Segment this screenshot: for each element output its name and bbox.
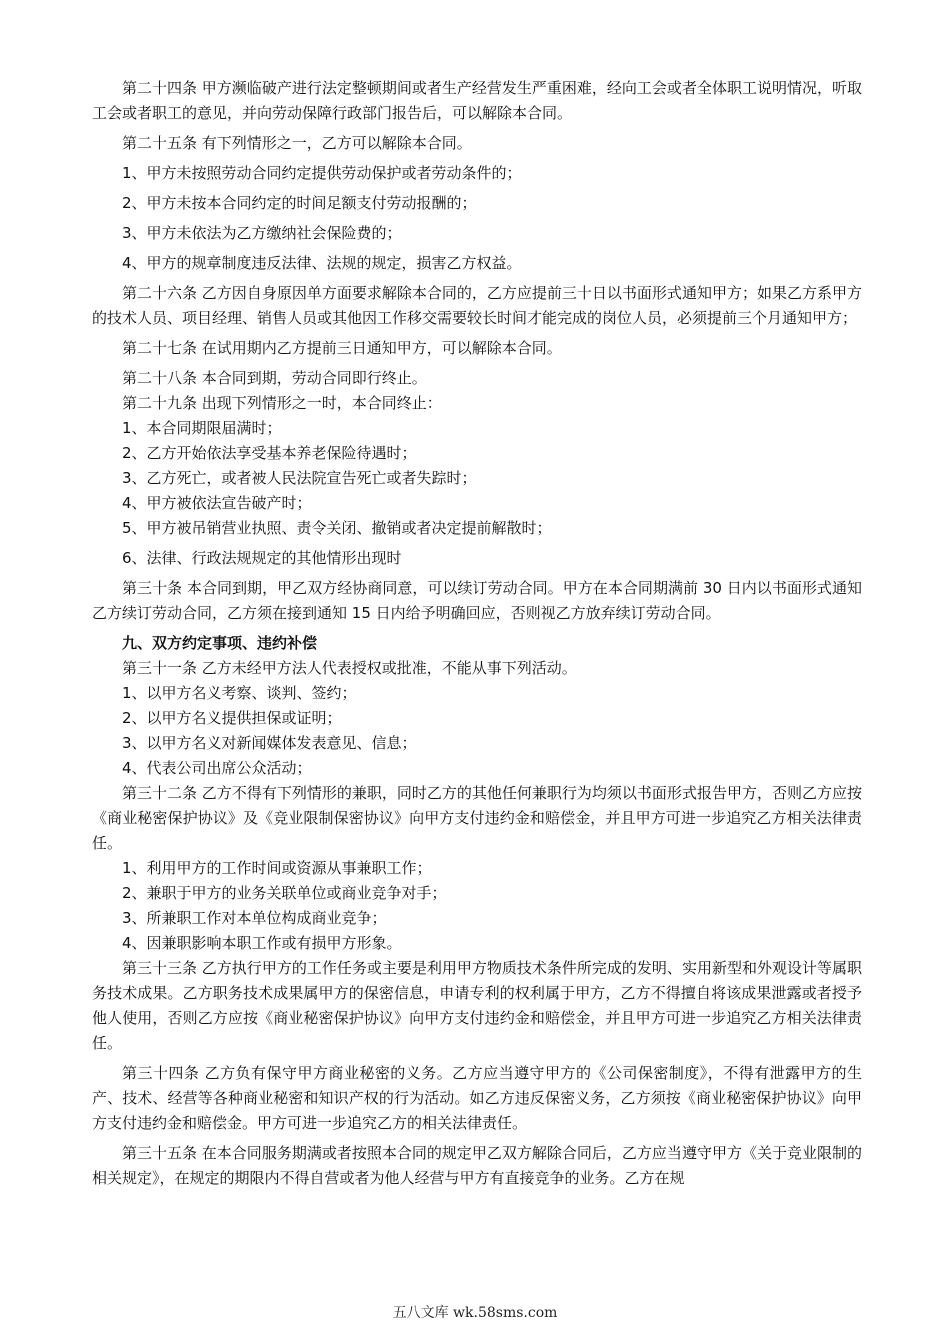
paragraph: 1、本合同期限届满时；	[122, 419, 282, 437]
section-heading: 九、双方约定事项、违约补偿	[122, 634, 318, 652]
paragraph: 6、法律、行政法规规定的其他情形出现时	[122, 549, 402, 567]
paragraph: 4、代表公司出席公众活动；	[122, 759, 312, 777]
paragraph: 第二十六条 乙方因自身原因单方面要求解除本合同的，乙方应提前三十日以书面形式通知甲方；如果乙方系甲方的技术人员、项目经理、销售人员或其他因工作移交需要较长时间才能完成的岗位人员，必须提前三个月通知甲方；	[92, 284, 862, 327]
paragraph: 第二十五条 有下列情形之一，乙方可以解除本合同。	[122, 134, 472, 152]
paragraph: 3、乙方死亡，或者被人民法院宣告死亡或者失踪时；	[122, 469, 477, 487]
paragraph: 第二十八条 本合同到期，劳动合同即行终止。	[122, 369, 427, 387]
paragraph: 2、兼职于甲方的业务关联单位或商业竞争对手；	[122, 884, 447, 902]
footer-watermark: 五八文库 wk.58sms.com	[392, 1305, 558, 1321]
paragraph: 第三十一条 乙方未经甲方法人代表授权或批准，不能从事下列活动。	[122, 659, 577, 677]
paragraph: 第三十四条 乙方负有保守甲方商业秘密的义务。乙方应当遵守甲方的《公司保密制度》，不得有泄露甲方的生产、技术、经营等各种商业秘密和知识产权的行为活动。如乙方违反保密义务，乙方须按《商业秘密保护协议》向甲方支付违约金和赔偿金。甲方可进一步追究乙方的相关法律责任。	[92, 1064, 862, 1132]
paragraph: 第二十九条 出现下列情形之一时，本合同终止：	[122, 394, 442, 412]
paragraph: 4、甲方的规章制度违反法律、法规的规定，损害乙方权益。	[122, 254, 522, 272]
paragraph: 第三十条 本合同到期，甲乙双方经协商同意，可以续订劳动合同。甲方在本合同期满前 30 日内以书面形式通知乙方续订劳动合同，乙方须在接到通知 15 日内给予明确回应，否则视乙方放弃续订劳动合同。	[92, 579, 862, 622]
paragraph: 第三十五条 在本合同服务期满或者按照本合同的规定甲乙双方解除合同后，乙方应当遵守甲方《关于竞业限制的相关规定》，在规定的期限内不得自营或者为他人经营与甲方有直接竞争的业务。乙方在规	[92, 1144, 862, 1187]
paragraph: 2、甲方未按本合同约定的时间足额支付劳动报酬的；	[122, 194, 477, 212]
paragraph: 1、以甲方名义考察、谈判、签约；	[122, 684, 357, 702]
paragraph: 第二十七条 在试用期内乙方提前三日通知甲方，可以解除本合同。	[122, 339, 562, 357]
paragraph: 2、以甲方名义提供担保或证明；	[122, 709, 342, 727]
paragraph: 1、利用甲方的工作时间或资源从事兼职工作；	[122, 859, 432, 877]
document-body	[92, 76, 862, 1191]
paragraph: 3、所兼职工作对本单位构成商业竞争；	[122, 909, 387, 927]
paragraph: 3、以甲方名义对新闻媒体发表意见、信息；	[122, 734, 417, 752]
paragraph: 5、甲方被吊销营业执照、责令关闭、撤销或者决定提前解散时；	[122, 519, 552, 537]
paragraph: 4、因兼职影响本职工作或有损甲方形象。	[122, 934, 402, 952]
paragraph: 3、甲方未依法为乙方缴纳社会保险费的；	[122, 224, 402, 242]
paragraph: 第三十二条 乙方不得有下列情形的兼职，同时乙方的其他任何兼职行为均须以书面形式报告甲方，否则乙方应按《商业秘密保护协议》及《竞业限制保密协议》向甲方支付违约金和赔偿金，并且甲方可进一步追究乙方相关法律责任。	[92, 784, 862, 852]
paragraph: 1、甲方未按照劳动合同约定提供劳动保护或者劳动条件的；	[122, 164, 522, 182]
paragraph: 4、甲方被依法宣告破产时；	[122, 494, 312, 512]
paragraph: 第三十三条 乙方执行甲方的工作任务或主要是利用甲方物质技术条件所完成的发明、实用新型和外观设计等属职务技术成果。乙方职务技术成果属甲方的保密信息，申请专利的权利属于甲方，乙方不得擅自将该成果泄露或者授予他人使用，否则乙方应按《商业秘密保护协议》向甲方支付违约金和赔偿金，并且甲方可进一步追究乙方相关法律责任。	[92, 959, 862, 1052]
paragraph: 2、乙方开始依法享受基本养老保险待遇时；	[122, 444, 417, 462]
paragraph: 第二十四条 甲方濒临破产进行法定整顿期间或者生产经营发生严重困难，经向工会或者全体职工说明情况，听取工会或者职工的意见，并向劳动保障行政部门报告后，可以解除本合同。	[92, 79, 862, 122]
